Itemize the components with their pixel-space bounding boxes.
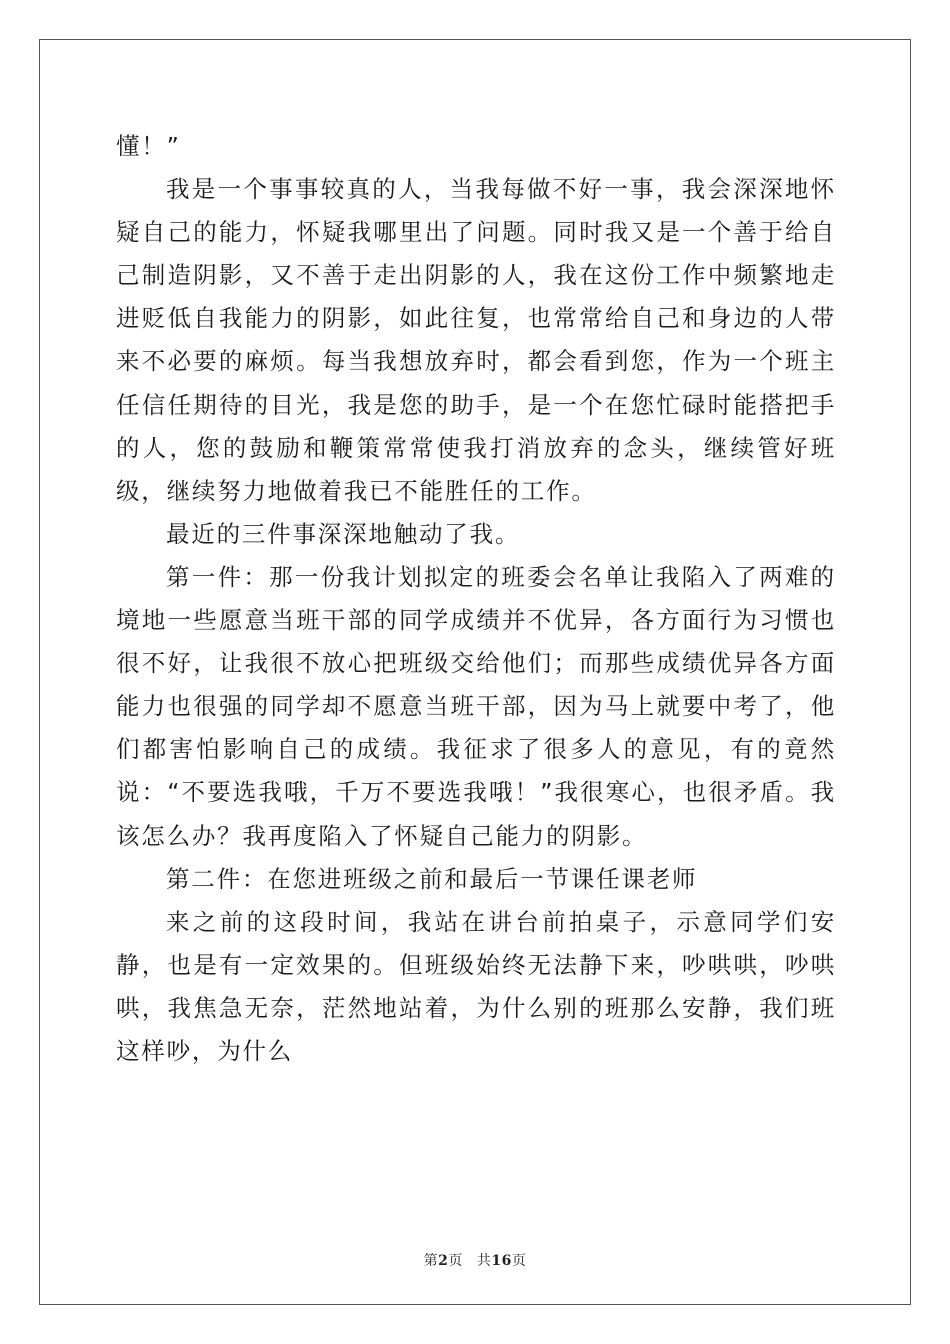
document-body bbox=[116, 125, 836, 1073]
page-prefix: 第 bbox=[423, 1253, 439, 1269]
total-prefix: 共 bbox=[476, 1253, 492, 1269]
page-footer bbox=[0, 1250, 950, 1270]
total-suffix: 页 bbox=[511, 1253, 527, 1269]
total-pages: 16 bbox=[491, 1253, 512, 1269]
page-suffix: 页 bbox=[448, 1253, 463, 1269]
paragraph-4: 第一件：那一份我计划拟定的班委会名单让我陷入了两难的境地一些愿意当班干部的同学成绩并不优异，各方面行为习惯也很不好，让我很不放心把班级交给他们；而那些成绩优异各方面能力也很强的同学却不愿意当班干部，因为马上就要中考了，他们都害怕影响自己的成绩。我征求了很多人的意见，有的竟然说：“不要选我哦，千万不要选我哦！”我很寒心，也很矛盾。我该怎么办？我再度陷入了怀疑自己能力的阴影。 bbox=[116, 562, 836, 850]
paragraph-6: 来之前的这段时间，我站在讲台前拍桌子，示意同学们安静，也是有一定效果的。但班级始终无法静下来，吵哄哄，吵哄哄，我焦急无奈，茫然地站着，为什么别的班那么安静，我们班这样吵，为什么 bbox=[116, 907, 836, 1065]
paragraph-3: 最近的三件事深深地触动了我。 bbox=[166, 519, 521, 548]
paragraph-2: 我是一个事事较真的人，当我每做不好一事，我会深深地怀疑自己的能力，怀疑我哪里出了问题。同时我又是一个善于给自己制造阴影，又不善于走出阴影的人，我在这份工作中频繁地走进贬低自我能力的阴影，如此往复，也常常给自己和身边的人带来不必要的麻烦。每当我想放弃时，都会看到您，作为一个班主任信任期待的目光，我是您的助手，是一个在您忙碌时能搭把手的人，您的鼓励和鞭策常常使我打消放弃的念头，继续管好班级，继续努力地做着我已不能胜任的工作。 bbox=[116, 175, 836, 505]
paragraph-5: 第二件：在您进班级之前和最后一节课任课老师 bbox=[166, 864, 698, 893]
page-number: 2 bbox=[438, 1253, 449, 1269]
paragraph-1: 懂！” bbox=[116, 132, 181, 160]
